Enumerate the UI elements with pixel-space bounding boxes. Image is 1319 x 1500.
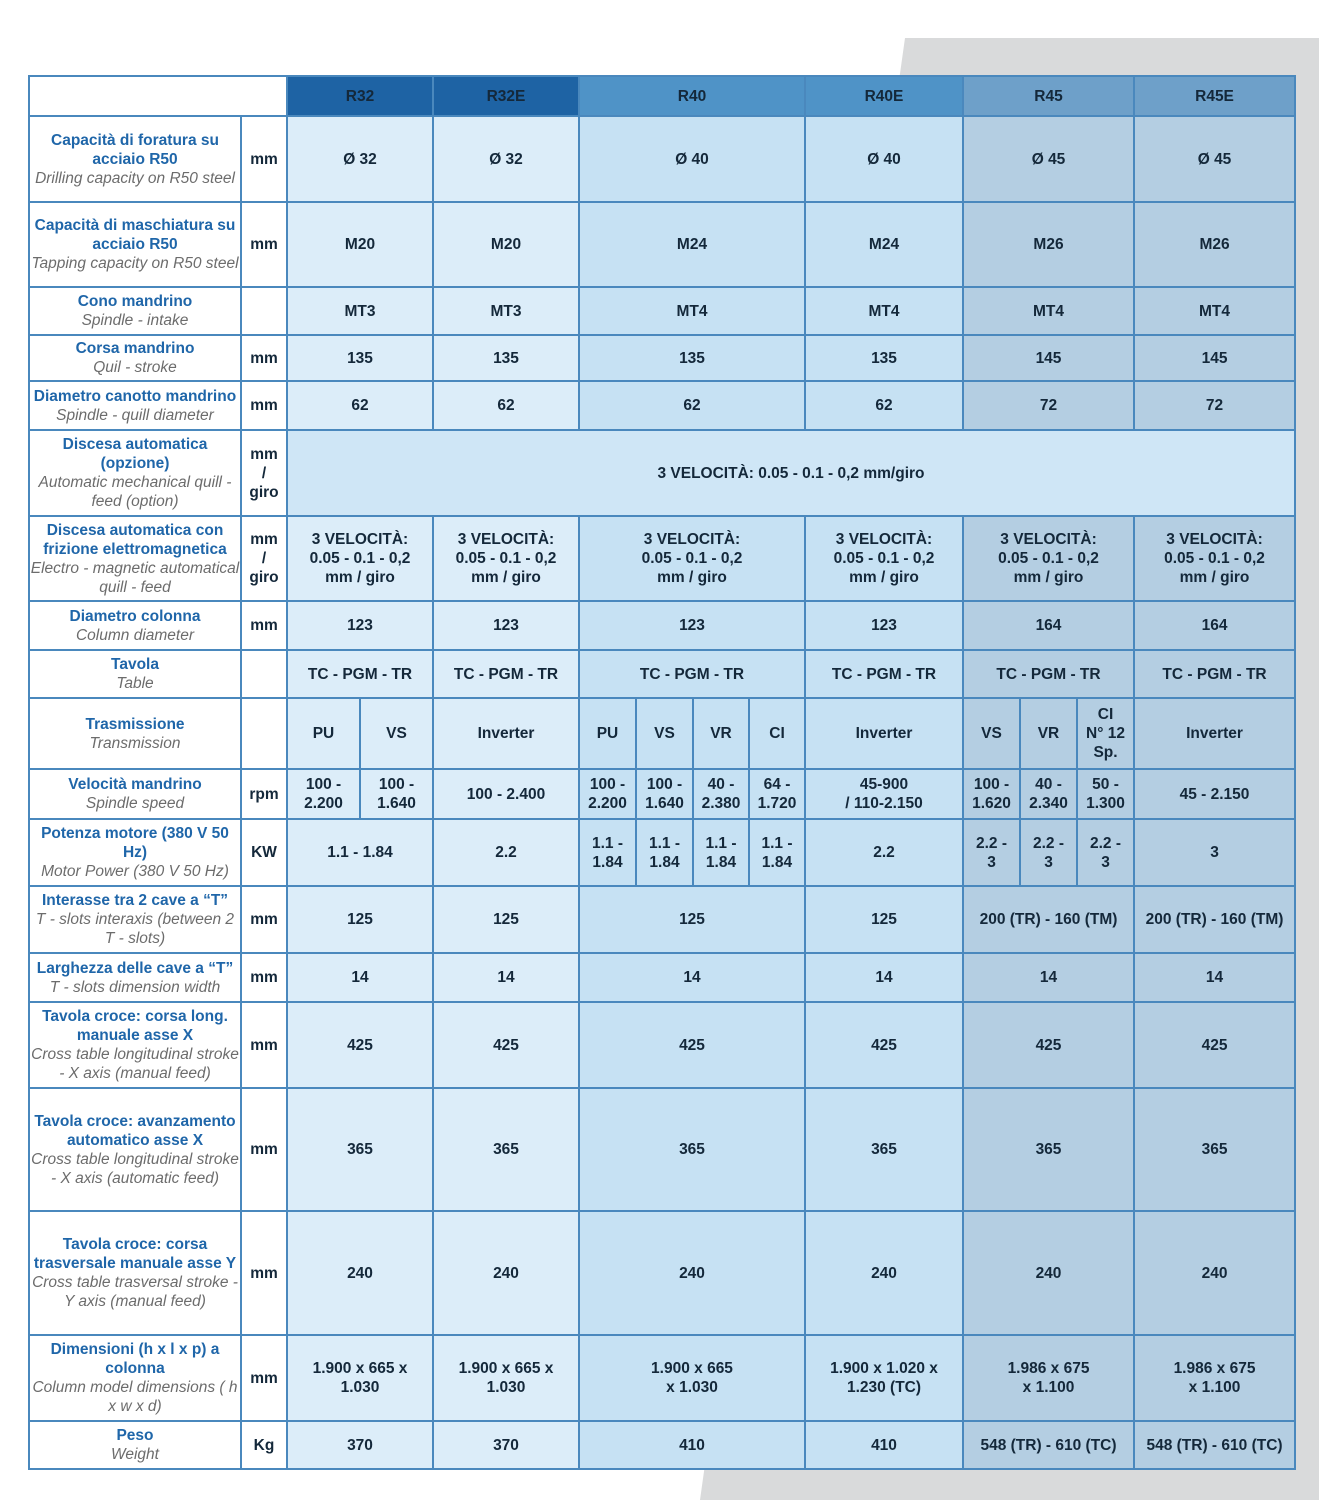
model-header: R45 xyxy=(963,76,1134,116)
value-cell: 3 xyxy=(1134,819,1295,886)
value-cell: 2.2 - 3 xyxy=(1077,819,1134,886)
value-cell: 100 - 1.640 xyxy=(360,769,433,819)
unit-cell xyxy=(241,287,287,335)
value-cell: 123 xyxy=(805,601,963,650)
value-cell: 200 (TR) - 160 (TM) xyxy=(1134,886,1295,953)
value-cell: 100 - 2.400 xyxy=(433,769,579,819)
value-cell: M20 xyxy=(287,202,433,287)
value-cell: 1.900 x 1.020 x 1.230 (TC) xyxy=(805,1335,963,1421)
value-cell: MT4 xyxy=(1134,287,1295,335)
value-cell: 62 xyxy=(433,381,579,430)
row-label: Dimensioni (h x l x p) a colonna Column model dimensions ( h x w x d) xyxy=(29,1335,241,1421)
value-cell: 135 xyxy=(287,335,433,381)
value-cell: Inverter xyxy=(433,698,579,769)
row-spindle-cone xyxy=(29,287,1295,335)
value-cell: TC - PGM - TR xyxy=(1134,650,1295,698)
unit-cell: mm xyxy=(241,202,287,287)
value-cell: 123 xyxy=(433,601,579,650)
value-cell: TC - PGM - TR xyxy=(963,650,1134,698)
row-tapping xyxy=(29,202,1295,287)
value-cell: 1.1 - 1.84 xyxy=(636,819,693,886)
row-label: Cono mandrino Spindle - intake xyxy=(29,287,241,335)
value-cell: 100 - 1.620 xyxy=(963,769,1020,819)
model-header: R40 xyxy=(579,76,805,116)
value-cell: 240 xyxy=(433,1211,579,1335)
value-cell: 72 xyxy=(1134,381,1295,430)
value-cell: 125 xyxy=(287,886,433,953)
value-cell: 2.2 - 3 xyxy=(1020,819,1077,886)
value-cell: 40 - 2.340 xyxy=(1020,769,1077,819)
value-cell: Ø 45 xyxy=(1134,116,1295,202)
row-table xyxy=(29,650,1295,698)
value-cell: 14 xyxy=(1134,953,1295,1002)
value-cell: 164 xyxy=(963,601,1134,650)
row-quill-stroke xyxy=(29,335,1295,381)
value-cell: MT4 xyxy=(805,287,963,335)
row-auto-feed xyxy=(29,430,1295,516)
value-cell: Ø 40 xyxy=(579,116,805,202)
value-cell: M20 xyxy=(433,202,579,287)
unit-cell: mm xyxy=(241,1211,287,1335)
value-cell: 135 xyxy=(805,335,963,381)
value-cell: 45-900 / 110-2.150 xyxy=(805,769,963,819)
value-cell: 425 xyxy=(963,1002,1134,1088)
value-cell: 62 xyxy=(805,381,963,430)
row-column-diameter xyxy=(29,601,1295,650)
value-cell: 425 xyxy=(433,1002,579,1088)
value-cell: M24 xyxy=(579,202,805,287)
value-cell: 3 VELOCITÀ: 0.05 - 0.1 - 0,2 mm / giro xyxy=(963,516,1134,601)
value-cell: TC - PGM - TR xyxy=(579,650,805,698)
row-motor-power xyxy=(29,819,1295,886)
unit-cell xyxy=(241,650,287,698)
value-cell: Ø 45 xyxy=(963,116,1134,202)
row-t-slots-interaxis xyxy=(29,886,1295,953)
row-label: Tavola croce: corsa long. manuale asse X Cross table longitudinal stroke - X axis (manual feed) xyxy=(29,1002,241,1088)
value-cell: MT3 xyxy=(287,287,433,335)
value-cell: 2.2 xyxy=(433,819,579,886)
value-cell: Ø 32 xyxy=(287,116,433,202)
value-cell: 14 xyxy=(805,953,963,1002)
value-cell: 125 xyxy=(805,886,963,953)
value-cell: TC - PGM - TR xyxy=(433,650,579,698)
value-cell: 365 xyxy=(433,1088,579,1211)
model-header: R40E xyxy=(805,76,963,116)
value-cell: 240 xyxy=(579,1211,805,1335)
value-cell: TC - PGM - TR xyxy=(287,650,433,698)
row-label: Diametro canotto mandrino Spindle - quill diameter xyxy=(29,381,241,430)
value-cell: 410 xyxy=(805,1421,963,1469)
value-cell: TC - PGM - TR xyxy=(805,650,963,698)
row-label: Trasmissione Transmission xyxy=(29,698,241,769)
value-cell: 1.986 x 675 x 1.100 xyxy=(1134,1335,1295,1421)
unit-cell: mm xyxy=(241,1335,287,1421)
unit-cell: mm / giro xyxy=(241,516,287,601)
value-cell: 135 xyxy=(579,335,805,381)
value-cell: 425 xyxy=(1134,1002,1295,1088)
value-cell: 370 xyxy=(433,1421,579,1469)
value-cell: 125 xyxy=(579,886,805,953)
value-cell: MT4 xyxy=(579,287,805,335)
value-cell: 14 xyxy=(579,953,805,1002)
value-cell: 123 xyxy=(579,601,805,650)
value-cell: 200 (TR) - 160 (TM) xyxy=(963,886,1134,953)
value-cell: 3 VELOCITÀ: 0.05 - 0.1 - 0,2 mm / giro xyxy=(805,516,963,601)
row-drilling xyxy=(29,116,1295,202)
value-cell: 370 xyxy=(287,1421,433,1469)
value-cell: Ø 32 xyxy=(433,116,579,202)
row-label: Peso Weight xyxy=(29,1421,241,1469)
value-cell: 100 - 2.200 xyxy=(287,769,360,819)
unit-cell: rpm xyxy=(241,769,287,819)
value-cell: 548 (TR) - 610 (TC) xyxy=(963,1421,1134,1469)
model-header: R32 xyxy=(287,76,433,116)
row-weight xyxy=(29,1421,1295,1469)
unit-cell: mm xyxy=(241,953,287,1002)
value-cell: 14 xyxy=(963,953,1134,1002)
value-cell: 425 xyxy=(805,1002,963,1088)
value-cell: 3 VELOCITÀ: 0.05 - 0.1 - 0,2 mm / giro xyxy=(433,516,579,601)
value-cell: 1.900 x 665 x 1.030 xyxy=(579,1335,805,1421)
unit-cell: mm / giro xyxy=(241,430,287,516)
value-cell: 72 xyxy=(963,381,1134,430)
value-cell: 365 xyxy=(579,1088,805,1211)
value-cell: M26 xyxy=(1134,202,1295,287)
value-cell: VS xyxy=(636,698,693,769)
value-cell: 1.900 x 665 x 1.030 xyxy=(433,1335,579,1421)
value-cell: 135 xyxy=(433,335,579,381)
unit-cell: Kg xyxy=(241,1421,287,1469)
unit-cell: mm xyxy=(241,601,287,650)
unit-cell xyxy=(241,698,287,769)
value-cell: Ø 40 xyxy=(805,116,963,202)
unit-cell: mm xyxy=(241,116,287,202)
value-cell: 3 VELOCITÀ: 0.05 - 0.1 - 0,2 mm / giro xyxy=(287,516,433,601)
value-cell: 240 xyxy=(287,1211,433,1335)
row-label: Tavola Table xyxy=(29,650,241,698)
row-transmission xyxy=(29,698,1295,769)
row-label: Tavola croce: avanzamento automatico asse X Cross table longitudinal stroke - X axis (automatic feed) xyxy=(29,1088,241,1211)
value-cell: PU xyxy=(287,698,360,769)
value-cell: 145 xyxy=(963,335,1134,381)
value-cell: 1.1 - 1.84 xyxy=(579,819,636,886)
row-quill-diameter xyxy=(29,381,1295,430)
row-x-auto xyxy=(29,1088,1295,1211)
row-label: Potenza motore (380 V 50 Hz) Motor Power (380 V 50 Hz) xyxy=(29,819,241,886)
row-label: Corsa mandrino Quil - stroke xyxy=(29,335,241,381)
model-header: R32E xyxy=(433,76,579,116)
value-cell: 62 xyxy=(287,381,433,430)
row-dimensions xyxy=(29,1335,1295,1421)
value-cell: 125 xyxy=(433,886,579,953)
value-cell: 3 VELOCITÀ: 0.05 - 0.1 - 0,2 mm / giro xyxy=(579,516,805,601)
value-cell: 3 VELOCITÀ: 0.05 - 0.1 - 0,2 mm/giro xyxy=(287,430,1295,516)
value-cell: 1.900 x 665 x 1.030 xyxy=(287,1335,433,1421)
value-cell: 64 - 1.720 xyxy=(749,769,805,819)
value-cell: 365 xyxy=(805,1088,963,1211)
value-cell: 240 xyxy=(1134,1211,1295,1335)
unit-cell: mm xyxy=(241,381,287,430)
value-cell: 45 - 2.150 xyxy=(1134,769,1295,819)
value-cell: 3 VELOCITÀ: 0.05 - 0.1 - 0,2 mm / giro xyxy=(1134,516,1295,601)
value-cell: 145 xyxy=(1134,335,1295,381)
value-cell: 50 - 1.300 xyxy=(1077,769,1134,819)
row-label: Discesa automatica (opzione) Automatic mechanical quill - feed (option) xyxy=(29,430,241,516)
value-cell: 365 xyxy=(1134,1088,1295,1211)
value-cell: 40 - 2.380 xyxy=(693,769,749,819)
row-spindle-speed xyxy=(29,769,1295,819)
value-cell: 240 xyxy=(963,1211,1134,1335)
unit-cell: mm xyxy=(241,886,287,953)
row-t-slots-width xyxy=(29,953,1295,1002)
value-cell: 240 xyxy=(805,1211,963,1335)
value-cell: 365 xyxy=(287,1088,433,1211)
value-cell: 100 - 1.640 xyxy=(636,769,693,819)
row-label: Diametro colonna Column diameter xyxy=(29,601,241,650)
row-electro-feed xyxy=(29,516,1295,601)
value-cell: 2.2 xyxy=(805,819,963,886)
unit-cell: mm xyxy=(241,1002,287,1088)
value-cell: 62 xyxy=(579,381,805,430)
value-cell: 14 xyxy=(287,953,433,1002)
value-cell: 1.1 - 1.84 xyxy=(287,819,433,886)
value-cell: CI N° 12 Sp. xyxy=(1077,698,1134,769)
value-cell: M26 xyxy=(963,202,1134,287)
value-cell: M24 xyxy=(805,202,963,287)
value-cell: 1.986 x 675 x 1.100 xyxy=(963,1335,1134,1421)
row-label: Larghezza delle cave a “T” T - slots dimension width xyxy=(29,953,241,1002)
row-label: Capacità di foratura su acciaio R50 Drilling capacity on R50 steel xyxy=(29,116,241,202)
value-cell: MT4 xyxy=(963,287,1134,335)
value-cell: 123 xyxy=(287,601,433,650)
value-cell: 425 xyxy=(287,1002,433,1088)
value-cell: VR xyxy=(693,698,749,769)
row-label: Velocità mandrino Spindle speed xyxy=(29,769,241,819)
value-cell: Inverter xyxy=(1134,698,1295,769)
value-cell: 548 (TR) - 610 (TC) xyxy=(1134,1421,1295,1469)
row-label: Capacità di maschiatura su acciaio R50 Tapping capacity on R50 steel xyxy=(29,202,241,287)
row-x-manual xyxy=(29,1002,1295,1088)
value-cell: 1.1 - 1.84 xyxy=(749,819,805,886)
header-row xyxy=(29,76,1295,116)
value-cell: 425 xyxy=(579,1002,805,1088)
value-cell: PU xyxy=(579,698,636,769)
spec-table xyxy=(28,75,1296,1470)
value-cell: VR xyxy=(1020,698,1077,769)
row-label: Tavola croce: corsa trasversale manuale asse Y Cross table trasversal stroke - Y axis (manual feed) xyxy=(29,1211,241,1335)
value-cell: 100 - 2.200 xyxy=(579,769,636,819)
row-y-manual xyxy=(29,1211,1295,1335)
value-cell: 14 xyxy=(433,953,579,1002)
value-cell: 164 xyxy=(1134,601,1295,650)
unit-cell: mm xyxy=(241,1088,287,1211)
value-cell: 365 xyxy=(963,1088,1134,1211)
row-label: Interasse tra 2 cave a “T” T - slots interaxis (between 2 T - slots) xyxy=(29,886,241,953)
value-cell: VS xyxy=(963,698,1020,769)
unit-cell: KW xyxy=(241,819,287,886)
value-cell: CI xyxy=(749,698,805,769)
value-cell: MT3 xyxy=(433,287,579,335)
value-cell: 2.2 - 3 xyxy=(963,819,1020,886)
value-cell: Inverter xyxy=(805,698,963,769)
model-header: R45E xyxy=(1134,76,1295,116)
value-cell: VS xyxy=(360,698,433,769)
row-label: Discesa automatica con frizione elettromagnetica Electro - magnetic automatical quill - feed xyxy=(29,516,241,601)
unit-cell: mm xyxy=(241,335,287,381)
value-cell: 1.1 - 1.84 xyxy=(693,819,749,886)
value-cell: 410 xyxy=(579,1421,805,1469)
